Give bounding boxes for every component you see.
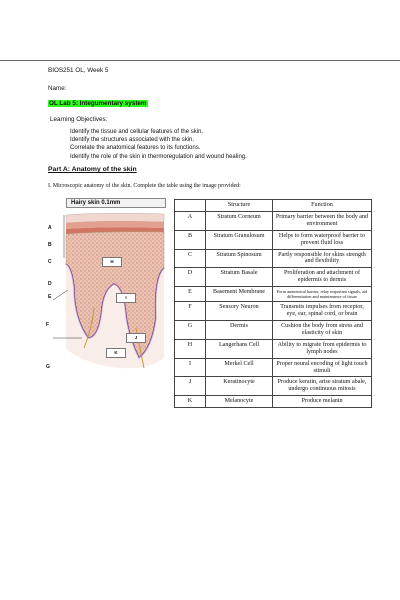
part-a-instruction: I. Microscopic anatomy of the skin. Complete the table using the image provided: bbox=[48, 183, 241, 189]
table-cell: J bbox=[175, 377, 206, 396]
figure-label-g: G bbox=[46, 364, 50, 370]
table-cell: Produce melanin bbox=[273, 396, 372, 408]
table-cell: A bbox=[175, 211, 206, 230]
name-line: Name: bbox=[48, 85, 67, 92]
skin-diagram bbox=[44, 198, 172, 383]
table-cell: Proper neural encoding of light touch stimuli bbox=[273, 358, 372, 377]
part-a-title: Part A: Anatomy of the skin bbox=[48, 166, 137, 173]
table-row bbox=[175, 377, 372, 396]
table-row bbox=[175, 268, 372, 287]
lab-title-line bbox=[48, 100, 148, 107]
table-cell: Basement Membrane bbox=[206, 287, 273, 302]
table-row bbox=[175, 230, 372, 249]
table-cell: K bbox=[175, 396, 206, 408]
table-cell: D bbox=[175, 268, 206, 287]
table-row bbox=[175, 249, 372, 268]
figure-box-i: I bbox=[116, 293, 136, 303]
table-row bbox=[175, 339, 372, 358]
table-cell: I bbox=[175, 358, 206, 377]
objectives-list bbox=[70, 128, 247, 161]
objective-item: Identify the tissue and cellular features of the skin. bbox=[70, 129, 204, 135]
figure-label-e: E bbox=[48, 294, 52, 300]
figure-title: Hairy skin 0.1mm bbox=[66, 198, 166, 208]
table-row bbox=[175, 396, 372, 408]
table-cell: Primary barrier between the body and environment bbox=[273, 211, 372, 230]
figure-box-k: K bbox=[106, 348, 126, 358]
table-cell: F bbox=[175, 302, 206, 321]
table-cell: Transmits impulses from receptor, eye, ear, spinal cord, or brain bbox=[273, 302, 372, 321]
figure-label-f: F bbox=[46, 322, 50, 328]
objective-item: Correlate the anatomical features to its functions. bbox=[70, 145, 201, 152]
table-cell: Stratum Basale bbox=[206, 268, 273, 287]
objective-item: Identify the role of the skin in thermoregulation and wound healing. bbox=[70, 153, 247, 160]
table-cell: C bbox=[175, 249, 206, 268]
table-cell: Ability to migrate from epidermis to lymph nodes bbox=[273, 339, 372, 358]
table-cell: Dermis bbox=[206, 320, 273, 339]
table-cell: Proliferation and attachment of epidermis to dermis bbox=[273, 268, 372, 287]
table-header-row bbox=[175, 200, 372, 212]
table-cell: Form anatomical barrier, relay important signals, aid differentiation and maintenance of tissue bbox=[273, 287, 372, 302]
page-divider bbox=[0, 60, 400, 61]
table-cell: Merkel Cell bbox=[206, 358, 273, 377]
figure-label-b: B bbox=[48, 242, 52, 248]
table-row bbox=[175, 302, 372, 321]
table-cell: Cushion the body from stress and elasticity of skin bbox=[273, 320, 372, 339]
table-row bbox=[175, 287, 372, 302]
table-row bbox=[175, 320, 372, 339]
table-cell: H bbox=[175, 339, 206, 358]
anatomy-table bbox=[174, 199, 372, 408]
table-cell: Melanocyte bbox=[206, 396, 273, 408]
figure-box-h: H bbox=[102, 257, 122, 267]
table-cell: Produce keratin, arise stratum abale, undergo continuous mitosis bbox=[273, 377, 372, 396]
figure-label-a: A bbox=[48, 225, 52, 231]
table-cell: E bbox=[175, 287, 206, 302]
table-cell: Stratum Granulosum bbox=[206, 230, 273, 249]
table-cell: Keratinocyte bbox=[206, 377, 273, 396]
objective-item: Identify the structures associated with the skin. bbox=[70, 137, 195, 144]
lab-title: OL Lab 5: Integumentary system bbox=[49, 100, 147, 107]
table-cell: G bbox=[175, 320, 206, 339]
table-cell: Langerhans Cell bbox=[206, 339, 273, 358]
table-row bbox=[175, 358, 372, 377]
table-header bbox=[175, 200, 206, 212]
table-cell: Partly responsible for skins strength and flexibility bbox=[273, 249, 372, 268]
figure-box-j: J bbox=[126, 333, 146, 343]
table-cell: Sensory Neuron bbox=[206, 302, 273, 321]
figure-label-d: D bbox=[48, 281, 52, 287]
table-cell: Helps to form waterproof barrier to prevent fluid loss bbox=[273, 230, 372, 249]
objectives-heading: Learning Objectives: bbox=[50, 116, 108, 123]
table-cell: B bbox=[175, 230, 206, 249]
figure-label-c: C bbox=[48, 259, 52, 265]
table-cell: Stratum Spinosum bbox=[206, 249, 273, 268]
table-header: Function bbox=[273, 200, 372, 212]
table-row bbox=[175, 211, 372, 230]
course-line: BIOS251 OL, Week 5 bbox=[48, 67, 109, 74]
table-cell: Stratum Corneum bbox=[206, 211, 273, 230]
table-header: Structure bbox=[206, 200, 273, 212]
